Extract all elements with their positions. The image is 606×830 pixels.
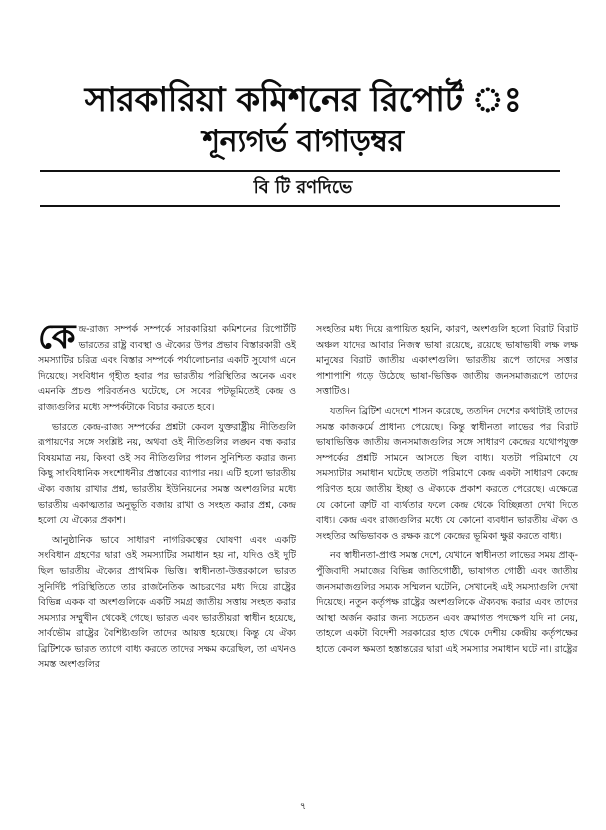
page-number: ৭ (299, 801, 307, 812)
bottom-rule (40, 205, 560, 207)
paragraph: যতদিন ব্রিটিশ এদেশে শাসন করেছে, ততদিন দেশের কথাটাই তাদের সমস্ত কাজকর্মে প্রাধান্য পেয়েছে। কিন্তু স্বাধীনতা লাভের পর বিরাট ভাষাভিত্তিক জাতীয় জনসমাজগুলির সঙ্গে সাধারণ কেন্দ্রের যথোপযুক্ত সম্পর্কের প্রশ্নটি সামনে আসতে ছিল বাধ্য। যতটা পরিমাণে যে সমস্যাটার সমাধান ঘটেছে ততটা পরিমাণে কেন্দ্র একটা সাধারণ কেন্দ্রে পরিণত হয়ে জাতীয় ইচ্ছা ও ঐক্যকে প্রকাশ করতে পেরেছে। এক্ষেত্রে যে কোনো ত্রুটি বা ব্যর্থতার ফলে কেন্দ্র থেকে বিচ্ছিন্নতা দেখা দিতে বাধ্য। কেন্দ্র এবং রাজ্যগুলির মধ্যে যে কোনো ব্যবধান ভারতীয় ঐক্য ও সংহতির অভিভাবক ও রক্ষক রূপে কেন্দ্রের ভূমিকা ক্ষুণ্ণ করতে বাধ্য। (316, 405, 578, 542)
paragraph: নব স্বাধীনতা-প্রাপ্ত সমস্ত দেশে, যেখানে স্বাধীনতা লাভের সময় প্রাক্-পুঁজিবাদী সমাজের বিভিন্ন জাতিগোষ্ঠী, ভাষাগত গোষ্ঠী এবং জাতীয় জনসমাজগুলির সম্যক সম্মিলন ঘটেনি, সেখানেই এই সমস্যাগুলি দেখা দিয়েছে। নতুন কর্তৃপক্ষ রাষ্ট্রের অংশগুলিকে ঐক্যবদ্ধ করার এবং তাদের আস্থা অর্জন করার জন্য সচেতন এবং ক্রমাগত পদক্ষেপ যদি না নেয়, তাহলে একটা বিদেশী সরকারের হাত থেকে দেশীয় কেন্দ্রীয় কর্তৃপক্ষের হাতে কেবল ক্ষমতা হস্তান্তরের দ্বারা এই সমস্যার সমাধান ঘটে না। রাষ্ট্রের (316, 550, 578, 655)
right-column (316, 322, 578, 792)
drop-cap: কে (38, 322, 76, 357)
top-rule (40, 170, 560, 172)
paragraph: ভারতে কেন্দ্র-রাজ্য সম্পর্কের প্রশ্নটা কেবল যুক্তরাষ্ট্রীয় নীতিগুলি রূপায়ণের সঙ্গে সংশ্লিষ্ট নয়, অথবা ওই নীতিগুলির লঙ্ঘন বন্ধ করার বিষয়মাত্র নয়, কিংবা ওই সব নীতিগুলির পালন সুনিশ্চিত করার জন্য কিছু সাংবিধানিক সংশোধনীর প্রস্তাবের ব্যাপার নয়। এটি হলো ভারতীয় ঐক্য বজায় রাখার প্রশ্ন, ভারতীয় ইউনিয়নের সমস্ত অংশগুলির মধ্যে ভারতীয় একাত্মতার অনুভূতি বজায় রাখা ও সংহত করার প্রশ্ন, কেন্দ্র হলো যে ঐক্যের প্রকাশ। (38, 421, 296, 527)
article-title-line-2: শূন্যগর্ভ বাগাড়ম্বর (202, 124, 404, 159)
paragraph: আনুষ্ঠানিক ভাবে সাধারণ নাগরিকত্বের ঘোষণা এবং একটি সংবিধান গ্রহণের দ্বারা ওই সমস্যাটির সমাধান হয় না, যদিও ওই দুটি ছিল ভারতীয় ঐক্যের প্রাথমিক ভিত্তি। স্বাধীনতা-উত্তরকালে ভারত সুনির্দিষ্ট পরিস্থিতিতে তার রাজনৈতিক আচরণের মধ্য দিয়ে রাষ্ট্রের বিভিন্ন একক বা অংশগুলিকে একটি সমগ্র জাতীয় সত্তায় সংহত করার সমস্যার সম্মুখীন থেকেই গেছে। ভারত এবং ভারতীয়রা স্বাধীন হয়েছে, সার্বভৌম রাষ্ট্রের বৈশিষ্ট্যগুলি তাদের আয়ত্ত হয়েছে। কিন্তু যে ঐক্য ব্রিটিশকে ভারত ত্যাগে বাধ্য করতে তাদের সক্ষম করেছিল, তা এখনও সমস্ত অংশগুলির (38, 534, 296, 671)
left-column (38, 322, 296, 792)
article-title-line-1: সারকারিয়া কমিশনের রিপোর্ট ঃ (84, 80, 522, 120)
author-byline: বি টি রণদিভে (253, 177, 353, 198)
paragraph: সংহতির মধ্য দিয়ে রূপায়িত হয়নি, কারণ, অংশগুলি হলো বিরাট বিরাট অঞ্চল যাদের আবার নিজস্ব ভাষা রয়েছে, রয়েছে ভাষাভাষী লক্ষ লক্ষ মানুষের বিরাট জাতীয় একাংশগুলি। ভারতীয় রূপে তাদের সত্তার পাশাপাশি গড়ে উঠেছে ভাষা-ভিত্তিক জাতীয় জনসমাজরূপে তাদের সত্তাটিও। (316, 324, 578, 398)
paragraph (38, 322, 296, 416)
paragraph-text: ন্দ্র-রাজ্য সম্পর্ক সম্পর্কে সারকারিয়া কমিশনের রিপোর্টটি ভারতের রাষ্ট্র ব্যবস্থা ও ঐক্যের উপর প্রভাব বিস্তারকারী ওই সমস্যাটির চরিত্র এবং বিস্তার সম্পর্কে পর্যালোচনার একটি সুযোগ এনে দিয়েছে। সংবিধান গৃহীত হবার পর ভারতীয় পরিস্থিতির অনেক এবং এমনকি প্রচণ্ড পরিবর্তনও ঘটেছে, সে সবের পটভূমিতেই কেন্দ্র ও রাজ্যগুলির মধ্যে সম্পর্কটাকে বিচার করতে হবে। (38, 324, 296, 413)
